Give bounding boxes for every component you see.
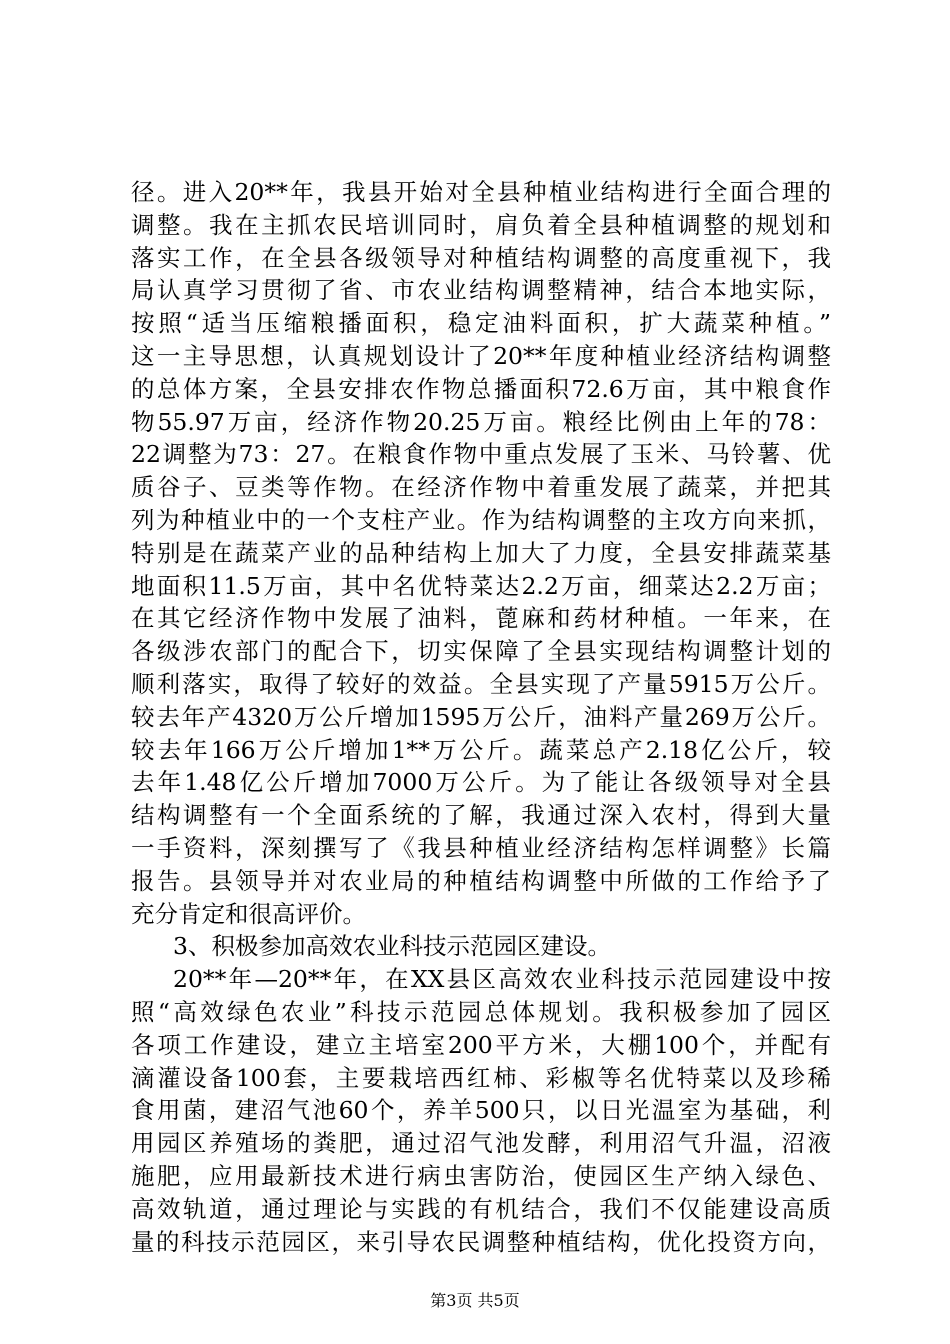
text-line: 一手资料，深刻撰写了《我县种植业经济结构怎样调整》长篇 — [131, 833, 831, 862]
text-line: 20**年—20**年，在XX县区高效农业科技示范园建设中按 — [173, 965, 831, 994]
text-line: 去年1.48亿公斤增加7000万公斤。为了能让各级领导对全县 — [131, 768, 831, 797]
text-line: 在其它经济作物中发展了油料，蓖麻和药材种植。一年来，在 — [131, 604, 831, 633]
text-line: 结构调整有一个全面系统的了解，我通过深入农村，得到大量 — [131, 801, 831, 830]
text-line: 食用菌，建沼气池60个，养羊500只，以日光温室为基础，利 — [131, 1096, 831, 1125]
paragraph-end-line: 充分肯定和很高评价。 — [131, 899, 366, 928]
text-line: 较去年166万公斤增加1**万公斤。蔬菜总产2.18亿公斤，较 — [131, 735, 831, 764]
text-line: 用园区养殖场的粪肥，通过沼气池发酵，利用沼气升温，沼液 — [131, 1129, 831, 1158]
text-line: 调整。我在主抓农民培训同时，肩负着全县种植调整的规划和 — [131, 210, 831, 239]
text-line: 局认真学习贯彻了省、市农业结构调整精神，结合本地实际， — [131, 276, 831, 305]
text-line: 物55.97万亩，经济作物20.25万亩。粮经比例由上年的78： — [131, 407, 831, 436]
text-line: 较去年产4320万公斤增加1595万公斤，油料产量269万公斤。 — [131, 702, 831, 731]
text-line: 地面积11.5万亩，其中名优特菜达2.2万亩，细菜达2.2万亩； — [131, 571, 831, 600]
text-line: 的总体方案，全县安排农作物总播面积72.6万亩，其中粮食作 — [131, 374, 831, 403]
section-heading: 3、积极参加高效农业科技示范园区建设。 — [173, 932, 611, 961]
body-text — [131, 176, 831, 1258]
text-line: 报告。县领导并对农业局的种植结构调整中所做的工作给予了 — [131, 866, 831, 895]
text-line: 径。进入20**年，我县开始对全县种植业结构进行全面合理的 — [131, 178, 831, 206]
text-line: 特别是在蔬菜产业的品种结构上加大了力度，全县安排蔬菜基 — [131, 538, 831, 567]
text-line: 施肥，应用最新技术进行病虫害防治，使园区生产纳入绿色、 — [131, 1161, 831, 1190]
text-line: 列为种植业中的一个支柱产业。作为结构调整的主攻方向来抓， — [131, 505, 831, 534]
text-line: 顺利落实，取得了较好的效益。全县实现了产量5915万公斤。 — [131, 669, 831, 698]
text-line: 照“高效绿色农业”科技示范园总体规划。我积极参加了园区 — [131, 997, 831, 1026]
text-line: 按照“适当压缩粮播面积，稳定油料面积，扩大蔬菜种植。” — [131, 309, 831, 338]
text-line: 高效轨道，通过理论与实践的有机结合，我们不仅能建设高质 — [131, 1194, 831, 1223]
text-line: 各项工作建设，建立主培室200平方米，大棚100个，并配有 — [131, 1030, 831, 1059]
text-line: 这一主导思想，认真规划设计了20**年度种植业经济结构调整 — [131, 341, 831, 370]
page-number: 第3页 共5页 — [430, 1291, 520, 1310]
text-line: 滴灌设备100套，主要栽培西红柿、彩椒等名优特菜以及珍稀 — [131, 1063, 831, 1092]
text-line: 落实工作，在全县各级领导对种植结构调整的高度重视下，我 — [131, 243, 831, 272]
text-line: 22调整为73：27。在粮食作物中重点发展了玉米、马铃薯、优 — [131, 440, 831, 469]
page-footer — [0, 1291, 950, 1311]
text-line: 质谷子、豆类等作物。在经济作物中着重发展了蔬菜，并把其 — [131, 473, 831, 502]
text-line: 各级涉农部门的配合下，切实保障了全县实现结构调整计划的 — [131, 637, 831, 666]
text-line: 量的科技示范园区，来引导农民调整种植结构，优化投资方向， — [131, 1227, 831, 1256]
